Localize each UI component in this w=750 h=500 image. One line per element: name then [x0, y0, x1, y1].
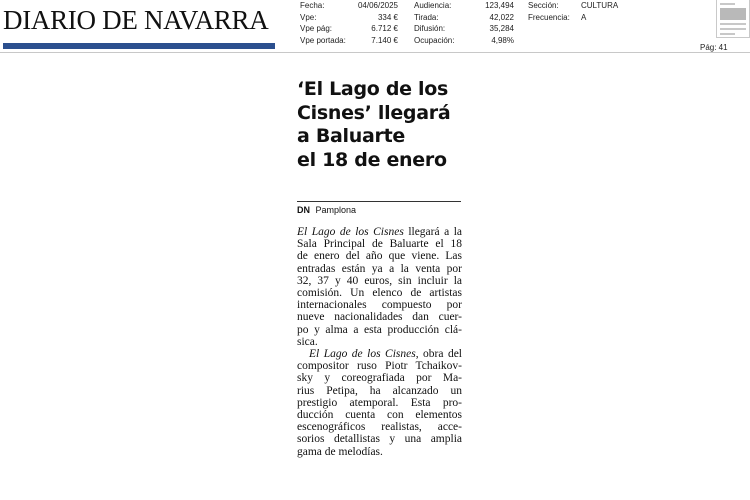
body-text-segment: , obra del — [415, 348, 463, 361]
meta-label: Audiencia: — [414, 1, 452, 10]
body-line — [297, 238, 462, 250]
body-text-segment: ducción cuenta con elementos — [297, 409, 462, 422]
page-number: Pág: 41 — [700, 43, 728, 52]
meta-row — [300, 35, 398, 47]
meta-value: 7.140 € — [371, 35, 398, 45]
meta-label: Difusión: — [414, 24, 446, 33]
meta-label: Sección: — [528, 1, 559, 10]
body-text-segment: llegará a la — [403, 226, 462, 238]
body-line — [297, 287, 462, 299]
body-line — [297, 324, 462, 336]
meta-row — [414, 23, 514, 35]
headline-line: Cisnes’ llegará — [297, 101, 451, 124]
meta-value: 4,98% — [491, 35, 514, 45]
newspaper-title: DIARIO DE NAVARRA — [3, 5, 269, 35]
meta-value: 6.712 € — [371, 24, 398, 33]
meta-row — [528, 12, 618, 24]
meta-column-1 — [300, 0, 398, 46]
meta-value: 42,022 — [489, 12, 514, 22]
meta-label: Vpe: — [300, 12, 317, 22]
article-body — [297, 226, 462, 458]
body-line — [297, 446, 462, 458]
meta-value: A — [581, 12, 587, 22]
masthead — [3, 2, 275, 46]
work-title: El Lago de los Cisnes — [309, 348, 416, 361]
body-text-segment: Sala Principal de Baluarte el 18 — [297, 238, 462, 251]
byline-divider — [297, 201, 461, 202]
header-divider — [0, 52, 750, 53]
meta-label: Frecuencia: — [528, 12, 570, 22]
body-line — [297, 385, 462, 397]
headline-line: a Baluarte — [297, 125, 405, 147]
body-text-segment: po y alma a esta producción clá- — [297, 323, 462, 336]
body-text-segment: prestigio atemporal. Esta pro- — [297, 396, 462, 409]
body-text-segment: sky y coreografiada por Ma- — [297, 372, 462, 385]
body-text-segment: internacionales compuesto por — [297, 299, 462, 312]
body-line — [297, 299, 462, 311]
body-line — [297, 409, 462, 421]
body-text-segment: comisión. Un elenco de artistas — [297, 287, 462, 300]
meta-value: 123,494 — [485, 1, 514, 10]
meta-label: Vpe pág: — [300, 24, 333, 33]
article-headline — [297, 78, 472, 172]
body-line — [297, 250, 462, 262]
body-text-segment: entradas están ya a la venta por — [297, 262, 462, 275]
meta-row — [414, 0, 514, 12]
meta-value: CULTURA — [581, 1, 619, 10]
byline — [297, 205, 356, 215]
meta-label: Tirada: — [414, 12, 439, 22]
meta-value: 04/06/2025 — [357, 1, 398, 10]
body-text-segment: compositor ruso Piotr Tchaikov- — [297, 360, 462, 373]
body-text-segment: rius Petipa, ha alcanzado un — [297, 384, 462, 397]
page-thumbnail[interactable] — [716, 0, 750, 38]
meta-row — [528, 0, 618, 12]
meta-label: Fecha: — [300, 1, 325, 10]
meta-row — [300, 12, 398, 24]
masthead-bar — [3, 43, 275, 49]
body-text-segment: sorios detallistas y una amplia — [297, 433, 462, 446]
body-line — [297, 311, 462, 323]
headline-line: el 18 de enero — [297, 148, 447, 171]
meta-row — [414, 35, 514, 47]
meta-row — [300, 23, 398, 35]
body-line — [297, 397, 462, 409]
headline-line: ‘El Lago de los — [297, 78, 448, 100]
body-text-segment: gama de melodías. — [297, 445, 383, 458]
body-text-segment: 32, 37 y 40 euros, sin incluir la — [297, 274, 462, 287]
body-line — [297, 226, 462, 238]
body-line — [297, 336, 462, 348]
work-title: El Lago de los Cisnes — [297, 226, 404, 238]
body-line — [297, 433, 462, 445]
body-text-segment: nueve nacionalidades dan cuer- — [297, 311, 462, 324]
body-line — [297, 275, 462, 287]
body-text-segment: sica. — [297, 335, 318, 348]
meta-label: Vpe portada: — [300, 35, 346, 45]
body-line — [297, 421, 462, 433]
meta-row — [414, 12, 514, 24]
body-text-segment: de enero del año que viene. Las — [297, 250, 462, 263]
byline-initials: DN — [297, 205, 310, 215]
body-line — [297, 360, 462, 372]
body-line — [297, 372, 462, 384]
body-line — [297, 348, 462, 360]
body-text-segment: escenográficos realistas, acce- — [297, 421, 462, 434]
meta-column-3 — [528, 0, 618, 23]
meta-value: 334 € — [377, 12, 398, 22]
meta-row — [300, 0, 398, 12]
meta-value: 35,284 — [489, 24, 514, 33]
meta-label: Ocupación: — [414, 35, 455, 45]
byline-place: Pamplona — [315, 205, 357, 215]
meta-column-2 — [414, 0, 514, 46]
body-line — [297, 263, 462, 275]
